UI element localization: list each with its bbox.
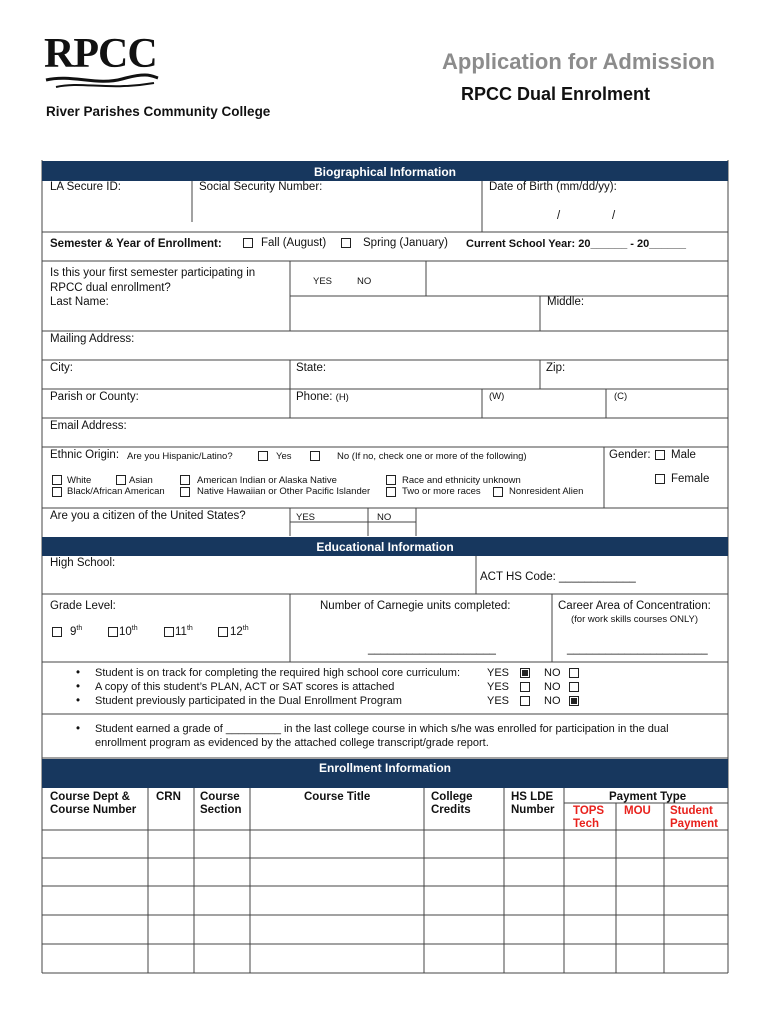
grade-suffix: th — [131, 625, 138, 632]
phone-text: Phone: — [296, 391, 333, 403]
scores-yes-checkbox[interactable] — [520, 682, 530, 692]
no-label: NO — [544, 681, 561, 693]
mailing-address-label: Mailing Address: — [50, 333, 135, 345]
col-college: College — [431, 791, 473, 803]
nonresident-label: Nonresident Alien — [509, 486, 584, 497]
phone-cell-label: (C) — [614, 391, 628, 402]
race-unknown-checkbox[interactable] — [386, 475, 396, 485]
col-hs-lde: HS LDE — [511, 791, 554, 803]
fall-checkbox[interactable] — [243, 238, 253, 248]
citizen-yes[interactable]: YES — [296, 512, 316, 523]
career-area-line[interactable]: ______________________ — [567, 643, 708, 655]
core-yes-checkbox[interactable] — [520, 668, 530, 678]
grade-suffix: th — [242, 625, 249, 632]
col-credits: Credits — [431, 804, 471, 816]
grade-10-checkbox[interactable] — [108, 627, 118, 637]
gender-label: Gender: — [609, 449, 651, 461]
biographical-info-band: Biographical Information — [42, 161, 728, 181]
previous-participation-text: Student previously participated in the Dual Enrollment Program — [95, 695, 402, 707]
spring-label: Spring (January) — [363, 237, 449, 249]
bullet-dot: • — [76, 667, 81, 679]
career-area-label: Career Area of Concentration: — [558, 600, 711, 612]
grade-suffix: th — [76, 625, 83, 632]
hispanic-no-checkbox[interactable] — [310, 451, 320, 461]
hispanic-yes-label: Yes — [276, 451, 292, 462]
col-course-dept: Course Dept & — [50, 791, 130, 803]
grade-level-label: Grade Level: — [50, 600, 116, 612]
col-number: Number — [511, 804, 555, 816]
pay-student: Student — [670, 805, 713, 817]
ethnic-origin-label: Ethnic Origin: — [50, 449, 120, 461]
scores-no-checkbox[interactable] — [569, 682, 579, 692]
middle-label: Middle: — [547, 296, 585, 308]
fall-label: Fall (August) — [261, 237, 327, 249]
asian-label: Asian — [129, 475, 153, 486]
yes-label: YES — [487, 667, 510, 679]
previous-no-checkbox[interactable] — [569, 696, 579, 706]
white-checkbox[interactable] — [52, 475, 62, 485]
pay-tech: Tech — [573, 818, 599, 830]
grade-12-checkbox[interactable] — [218, 627, 228, 637]
last-grade-text: Student earned a grade of _________ in the last college course in which s/he was enrolled for participation in the dual — [95, 723, 669, 735]
application-subtitle: RPCC Dual Enrolment — [461, 84, 651, 104]
hawaiian-label: Native Hawaiian or Other Pacific Islander — [197, 486, 371, 497]
career-area-note: (for work skills courses ONLY) — [571, 614, 699, 625]
core-curriculum-text: Student is on track for completing the required high school core curriculum: — [95, 667, 461, 679]
col-course-title: Course Title — [304, 791, 371, 803]
zip-label: Zip: — [546, 362, 566, 374]
application-title: Application for Admission — [442, 49, 715, 74]
yes-label: YES — [487, 695, 510, 707]
dob-slash: / — [612, 210, 616, 222]
current-school-year: Current School Year: 20______ - 20______ — [466, 238, 686, 250]
grade-11-label — [175, 625, 193, 638]
last-grade-text-cont: enrollment program as evidenced by the attached college transcript/grade report. — [95, 737, 489, 749]
pay-mou: MOU — [624, 805, 651, 817]
asian-checkbox[interactable] — [116, 475, 126, 485]
state-label: State: — [296, 362, 327, 374]
black-label: Black/African American — [67, 486, 165, 497]
no-label: NO — [544, 667, 561, 679]
grade-9-label — [70, 625, 82, 638]
race-unknown-label: Race and ethnicity unknown — [402, 475, 521, 486]
bullet-dot: • — [76, 695, 81, 707]
phone-label — [296, 391, 349, 403]
dob-label: Date of Birth (mm/dd/yy): — [489, 181, 617, 193]
grade-10-label — [119, 625, 138, 638]
spring-checkbox[interactable] — [341, 238, 351, 248]
grade-10-number: 10 — [119, 625, 132, 638]
hispanic-yes-checkbox[interactable] — [258, 451, 268, 461]
two-or-more-label: Two or more races — [402, 486, 481, 497]
dob-slash: / — [557, 210, 561, 222]
phone-work-label: (W) — [489, 391, 505, 402]
col-course: Course — [200, 791, 240, 803]
grade-9-number: 9 — [70, 625, 77, 638]
col-payment-type: Payment Type — [609, 791, 687, 803]
hawaiian-checkbox[interactable] — [180, 487, 190, 497]
act-hs-code: ACT HS Code: ____________ — [480, 571, 636, 583]
grade-12-label — [230, 625, 249, 638]
citizen-no[interactable]: NO — [377, 512, 392, 523]
white-label: White — [67, 475, 92, 486]
scores-attached-text: A copy of this student’s PLAN, ACT or SAT scores is attached — [95, 681, 395, 693]
carnegie-units-line[interactable]: ____________________ — [368, 643, 496, 655]
previous-yes-checkbox[interactable] — [520, 696, 530, 706]
city-label: City: — [50, 362, 73, 374]
grade-11-number: 11 — [175, 625, 187, 638]
col-section: Section — [200, 804, 242, 816]
email-label: Email Address: — [50, 420, 127, 432]
nonresident-checkbox[interactable] — [493, 487, 503, 497]
high-school-label: High School: — [50, 557, 116, 569]
ssn-label: Social Security Number: — [199, 181, 323, 193]
la-secure-id-label: LA Secure ID: — [50, 181, 121, 193]
grade-11-checkbox[interactable] — [164, 627, 174, 637]
no-label: NO — [544, 695, 561, 707]
black-checkbox[interactable] — [52, 487, 62, 497]
bullet-dot: • — [76, 723, 81, 735]
pay-tops: TOPS — [573, 805, 605, 817]
last-name-label: Last Name: — [50, 296, 109, 308]
male-checkbox[interactable] — [655, 450, 665, 460]
carnegie-units-label: Number of Carnegie units completed: — [320, 600, 511, 612]
hispanic-question: Are you Hispanic/Latino? — [127, 451, 233, 462]
grade-9-checkbox[interactable] — [52, 627, 62, 637]
first-semester-no[interactable]: NO — [357, 276, 372, 287]
female-checkbox[interactable] — [655, 474, 665, 484]
male-label: Male — [671, 449, 696, 461]
phone-home-label: (H) — [335, 392, 349, 403]
grade-12-number: 12 — [230, 625, 243, 638]
enrollment-info-band: Enrollment Information — [42, 759, 728, 788]
col-course-number: Course Number — [50, 804, 137, 816]
educational-info-band: Educational Information — [42, 537, 728, 556]
core-no-checkbox[interactable] — [569, 668, 579, 678]
hispanic-no-label: No (If no, check one or more of the following) — [337, 451, 527, 462]
first-semester-yes[interactable]: YES — [313, 276, 333, 287]
pay-payment: Payment — [670, 818, 718, 830]
american-indian-checkbox[interactable] — [180, 475, 190, 485]
american-indian-label: American Indian or Alaska Native — [197, 475, 337, 486]
first-semester-question: Is this your first semester participating in — [50, 267, 256, 279]
grade-suffix: th — [186, 625, 193, 632]
col-crn: CRN — [156, 791, 181, 803]
female-label: Female — [671, 473, 710, 485]
semester-label: Semester & Year of Enrollment: — [50, 238, 222, 250]
yes-label: YES — [487, 681, 510, 693]
parish-label: Parish or County: — [50, 391, 139, 403]
bullet-dot: • — [76, 681, 81, 693]
logo-text: RPCC — [44, 31, 157, 77]
citizen-question: Are you a citizen of the United States? — [50, 510, 246, 522]
college-name: River Parishes Community College — [46, 104, 271, 119]
two-or-more-checkbox[interactable] — [386, 487, 396, 497]
first-semester-question: RPCC dual enrollment? — [50, 282, 171, 294]
